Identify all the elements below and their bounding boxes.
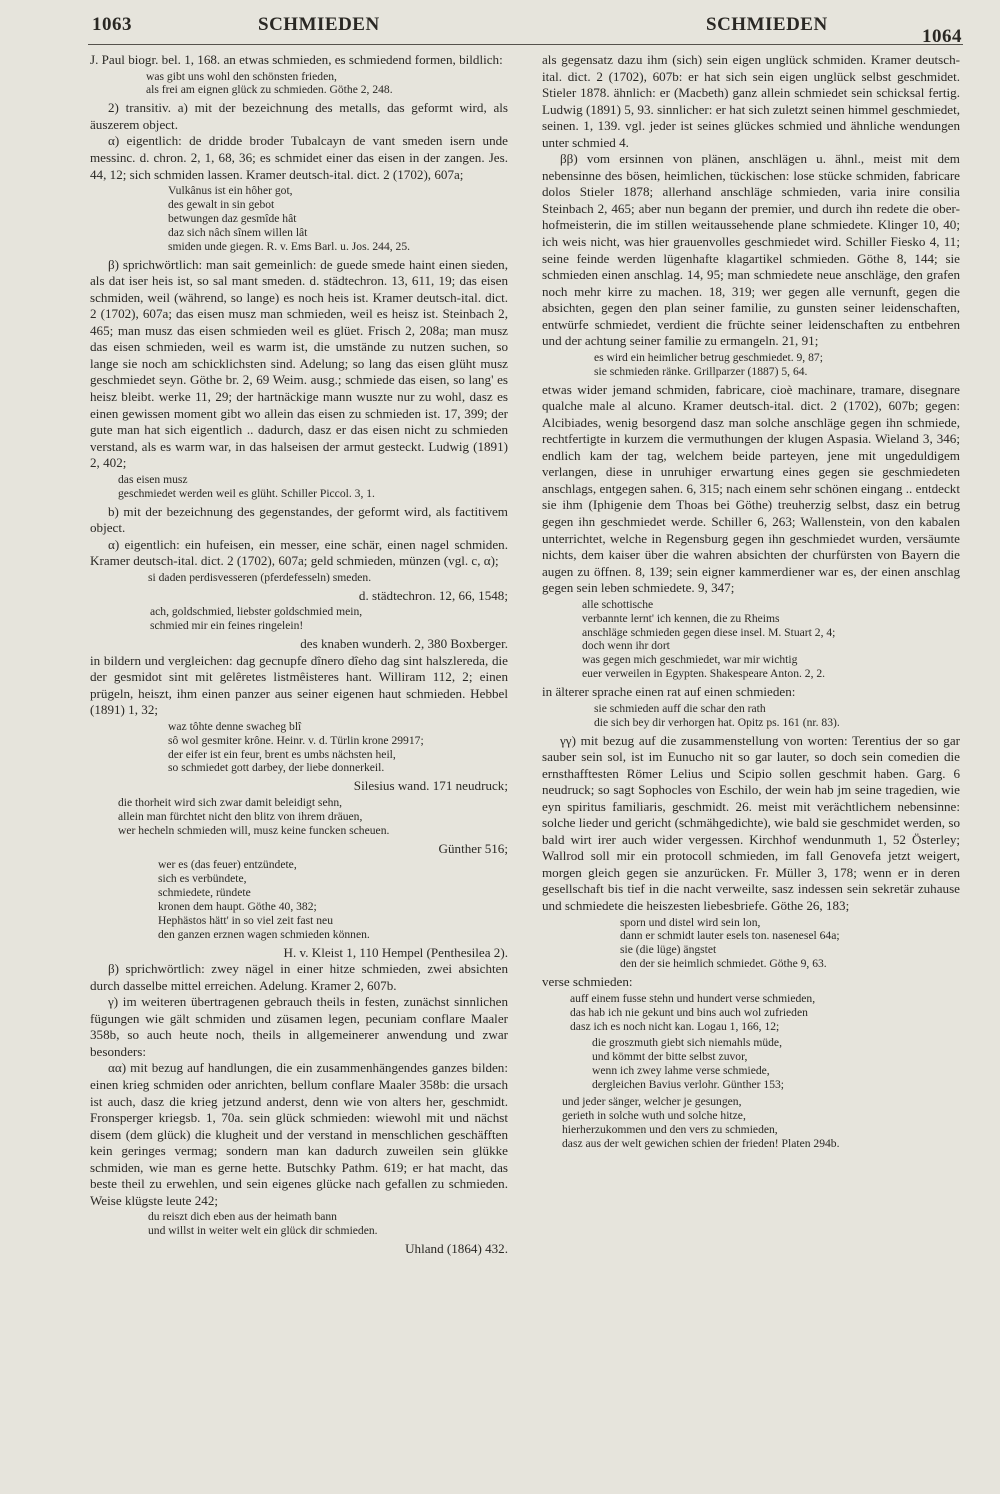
- quotation-block: [542, 992, 960, 1034]
- entry-paragraph: etwas wider jemand schmiden, fabricare, cioè machinare, tramare, disegnare qualche male al alcuno. Kramer deutsch-ital. dict. 2 (1702), 607b; gegen: Alcibiades, wenig besorgend dasz man solche anschläge gegen ihn schmiede, rechtfertigte in kurzem die vermuthungen der klugen Aspasia. Wieland 3, 346; endlich kam der tag, welchem beide parteyen, jene mit ungeduldigem verlangen, diese in unruhiger erwartung eines gegen sie geschmiedeten anschlags, entgegen sahen. 6, 315; nach einem sehr schönen eingang .. entdeckt sie ihm (Iphigenie dem Thoas bei Göthe) treuherzig selbst, dasz ein betrug gegen ihn geschmiedet werde. Schiller 6, 263; Wallenstein, von den kabalen unterrichtet, welche in Regensburg gegen ihn geschmiedet wurden, versäumte nichts, dem kaiser über die wahren absichten der churfürsten von Bayern die augen zu öffnen. 8, 139; sein eigner kammerdiener war es, der einen anschlag gegen sein leben schmiedete. 9, 347;: [542, 381, 960, 596]
- source-citation: Günther 516;: [438, 840, 508, 856]
- quotation-line: und kömmt der bitte selbst zuvor,: [592, 1050, 748, 1064]
- quotation-block: [90, 1210, 508, 1238]
- quotation-line: anschläge schmieden gegen diese insel. M. Stuart 2, 4;: [582, 625, 836, 639]
- entry-paragraph: ββ) vom ersinnen von plänen, anschlägen u. ähnl., meist mit dem nebensinne des bösen, heimlichen, tückischen: lose stücke schmiden, fabricare dolos Stieler 1878; allerhand anschläge schmieden, varia inire consilia Steinbach 2, 465; aber nun begann der premier, und durch ihn redete die ober-hofmeisterin, die im stillen weitaussehende plane schmiedete. Klinger 10, 40; ich weis nicht, was hier grauenvolles geschmiedet wird. Schiller Fiesko 4, 11; seine feinde werden lügenhafte klagartikel schmieden. Göthe 8, 144; sie schmieden einen anschlag. 14, 95; man schmiedete neue anschläge, den grafen noch mehr kirre zu machen. 18, 319; wer gegen alle vernunft, gegen die absichten, gegen den plan seiner familie, zu gunsten seiner leidenschaften, entwürfe schmiedet, verdient die früchte seiner leidenschaften zu entbehren und der achtung seiner familie zu ermangeln. 21, 91;: [542, 151, 960, 349]
- quotation-line: es wird ein heimlicher betrug geschmiedet. 9, 87;: [594, 350, 823, 364]
- quotation-block: [90, 184, 508, 254]
- source-citation: H. v. Kleist 1, 110 Hempel (Penthesilea 2).: [283, 944, 508, 960]
- quotation-line: der eifer ist ein feur, brent es umbs nächsten heil,: [168, 747, 396, 761]
- quotation-line: wer es (das feuer) entzündete,: [158, 858, 297, 872]
- entry-paragraph: γ) im weiteren übertragenen gebrauch theils in festen, zunächst sinnlichen fügungen wie gält schmiden und züsamen legen, pecuniam conflare Maaler 358b, so auch heute noch, theils in allgemeinerer anwendung und zwar besonders:: [90, 994, 508, 1059]
- quotation-line: den ganzen erznen wagen schmieden können.: [158, 927, 370, 941]
- quotation-line: hierherzukommen und den vers zu schmieden,: [562, 1122, 778, 1136]
- quotation-line: was gibt uns wohl den schönsten frieden,: [146, 69, 337, 83]
- entry-paragraph: αα) mit bezug auf handlungen, die ein zusammenhängendes ganzes bilden: einen krieg schmiden oder anrichten, bellum conflare Maaler 358b: die ursach ist auch, dasz die krieg jetzund anderst, denn wie von alters her, geschmidt. Fronsperger kriegsb. 1, 70a. sein glück schmieden: wiewohl mit und nächst disem (dem glück) die klugheit und der verstand in menschlichen geschäfften kein geringes vermag; sondern man kan dadurch zuweilen sein glükke schmiden, wie man es gerne hette. Butschky Pathm. 619; er hat macht, das beste theil zu erwehlen, und sein eigenes glücke nach gefallen zu schmieden. Weise klügste leute 242;: [90, 1060, 508, 1208]
- quotation-block: [542, 351, 960, 379]
- running-head-left: SCHMIEDEN: [258, 14, 380, 35]
- entry-paragraph: in bildern und vergleichen: dag gecnupfe dînero dîeho dag sint halszlereda, die der gesmidot sint mit gelêretes listmêisteres hant. Williram 112, 2; einen prügeln, heiszt, ihm einen panzer aus seiner eigenen haut schmieden. Hebbel (1891) 1, 32;: [90, 652, 508, 718]
- quotation-line: schmiedete, ründete: [158, 885, 251, 899]
- quotation-line: du reiszt dich eben aus der heimath bann: [148, 1210, 337, 1224]
- quotation-line: dergleichen Bavius verlohr. Günther 153;: [592, 1078, 785, 1092]
- left-column: [90, 52, 508, 1258]
- quotation-line: wenn ich zwey lahme verse schmiede,: [592, 1064, 770, 1078]
- source-citation: d. städtechron. 12, 66, 1548;: [358, 587, 508, 603]
- quotation-block: [542, 702, 960, 730]
- quotation-line: wer hecheln schmieden will, musz keine funcken scheuen.: [118, 823, 390, 837]
- source-citation: des knaben wunderh. 2, 380 Boxberger.: [300, 636, 508, 651]
- quotation-block: [90, 571, 508, 585]
- quotation-block: [542, 1095, 960, 1151]
- entry-paragraph: β) sprichwörtlich: zwey nägel in einer hitze schmieden, zwei absichten durch dasselbe mittel erreichen. Adelung. Kramer 2, 607b.: [90, 961, 508, 993]
- quotation-line: schmied mir ein feines ringelein!: [150, 619, 304, 633]
- quotation-line: sie schmieden ränke. Grillparzer (1887) 5, 64.: [594, 364, 808, 378]
- right-column: [542, 52, 960, 1154]
- entry-paragraph: b) mit der bezeichnung des gegenstandes, der geformt wird, als factitivem object.: [90, 503, 508, 536]
- quotation-line: waz tôhte denne swacheg blî: [168, 719, 302, 733]
- entry-paragraph: J. Paul biogr. bel. 1, 168. an etwas schmieden, es schmiedend formen, bildlich:: [90, 52, 503, 67]
- quotation-block: [90, 605, 508, 633]
- quotation-line: dasz aus der welt gewichen schien der frieden! Platen 294b.: [562, 1136, 840, 1150]
- quotation-block: [542, 598, 960, 681]
- quotation-line: sie (die lüge) ängstet: [620, 943, 717, 957]
- quotation-block: [90, 473, 508, 501]
- quotation-line: daz sich nâch sînem willen lât: [168, 225, 308, 239]
- quotation-line: so schmiedet gott darbey, der liebe donnerkeil.: [168, 761, 385, 775]
- entry-paragraph: 2) transitiv. a) mit der bezeichnung des metalls, das geformt wird, als äuszerem object.: [90, 100, 508, 132]
- entry-paragraph: α) eigentlich: de dridde broder Tubalcayn de vant smeden isern unde messinc. d. chron. 2, 1, 68, 36; es schmidet einer das eisen in der zangen. Jes. 44, 12; sich schmiden lassen. Kramer deutsch-ital. dict. 2 (1702), 607a;: [90, 133, 508, 182]
- quotation-line: das hab ich nie gekunt und bins auch wol zufrieden: [570, 1005, 808, 1019]
- quotation-line: die thorheit wird sich zwar damit beleidigt sehn,: [118, 795, 343, 809]
- entry-paragraph: als gegensatz dazu ihm (sich) sein eigen unglück schmiden. Kramer deutsch-ital. dict. 2 (1702), 607b: er hat sich sein eigen unglück selbst geschmidet. Stieler 1878. ähnlich: er (Macbeth) ganz allein schmiedet sein schicksal fertig. Ludwig (1891) 5, 93. sinnlicher: er hat sich zuletzt seinen himmel geschmiedet, seinen. 1, 139. vgl. jeder ist seines glückes schmied und ähnliche wendungen unter schmied 4.: [542, 52, 960, 150]
- running-head-right: SCHMIEDEN: [706, 14, 828, 35]
- source-citation: Silesius wand. 171 neudruck;: [353, 778, 508, 794]
- quotation-line: sie schmieden auff die schar den rath: [594, 701, 766, 715]
- quotation-line: allein man fürchtet nicht den blitz von ihrem dräuen,: [118, 809, 363, 823]
- quotation-block: [90, 70, 508, 98]
- quotation-line: und jeder sänger, welcher je gesungen,: [562, 1095, 742, 1109]
- quotation-line: betwungen daz gesmîde hât: [168, 211, 297, 225]
- quotation-line: euer verweilen in Egypten. Shakespeare Anton. 2, 2.: [582, 667, 826, 681]
- quotation-block: [542, 1036, 960, 1092]
- quotation-line: sporn und distel wird sein lon,: [620, 915, 761, 929]
- quotation-line: geschmiedet werden weil es glüht. Schiller Piccol. 3, 1.: [118, 486, 375, 500]
- entry-paragraph: γγ) mit bezug auf die zusammenstellung von worten: Terentius der so gar sauber sein sol, ist im Eunucho nit so gar lauter, so doch sein comedien die ernsthafftesten Römer Lelius und Scipio sollen geschmit haben. Garg. 6 neudruck; so sagt Sophocles von Eschilo, der wein hab jm seine tragedien, wie eyn spiritus familiaris, geschmidt. 26. meist mit verächtlichem nebensinne: solche lieder und gericht (schmähgedichte), wie bald sie geschmidet werden, so bald wirt irer auch wider vergessen. Kirchhof wendunmuth 1, 52 Österley; Wallrod soll mir ein protocoll schmieden, im fall Genovefa jetzt weigert, morgen gleich gegen sie anzurücken. Fr. Müller 3, 178; wenn er in deren gesellschaft bis tief in die nacht verweilte, sasz indessen sein sekretär zuhause und schmiedete die heiszesten liebesbriefe. Göthe 26, 183;: [542, 732, 960, 914]
- quotation-line: ach, goldschmied, liebster goldschmied mein,: [150, 605, 363, 619]
- quotation-line: sô wol gesmiter krône. Heinr. v. d. Türlin krone 29917;: [168, 733, 424, 747]
- quotation-line: verbannte lernt' ich kennen, die zu Rheims: [582, 611, 780, 625]
- entry-paragraph: α) eigentlich: ein hufeisen, ein messer, eine schär, einen nagel schmiden. Kramer deutsch-ital. dict. 2 (1702), 607a; geld schmieden, münzen (vgl. c, α);: [90, 536, 508, 569]
- quotation-block: [90, 858, 508, 941]
- entry-paragraph: β) sprichwörtlich: man sait gemeinlich: de guede smede haint einen sieden, als dat iser heis ist, so sal mant smeden. d. städtechron. 13, 611, 19; das eisen schmiden, weil (während, so lange) es noch heis ist. Kramer deutsch-ital. dict. 2 (1702), 607a; das eisen musz man schmieden, weil es heisz ist. Steinbach 2, 465; man musz das eisen schmieden weil es glüet. Frisch 2, 208a; man musz das eisen schmieden, weil es warm ist, die umstände zu nutzen suchen, so lange sie noch am schicklichsten sind. Adelung; so lang das eisen glüht musz geschmiedet seyn. Göthe br. 2, 69 Weim. ausg.; schmiede das eisen, so lang' es heisz bleibt. werke 11, 29; der hartnäckige mann wuszte nur zu wohl, dasz es einen gewissen moment gibt wo allein das eisen zu schmieden ist. 17, 399; der gute man hat sich eigentlich .. dadurch, dasz er das eisen nicht zu schmieden verstand, als es warm war, in das halseisen der armut gesteckt. Ludwig (1891) 2, 402;: [90, 256, 508, 471]
- source-citation: Uhland (1864) 432.: [405, 1241, 508, 1257]
- quotation-line: als frei am eignen glück zu schmieden. Göthe 2, 248.: [146, 83, 393, 97]
- quotation-line: gerieth in solche wuth und solche hitze,: [562, 1109, 746, 1122]
- quotation-line: doch wenn ihr dort: [582, 639, 670, 653]
- page-number-right: 1064: [922, 26, 962, 47]
- quotation-line: und willst in weiter welt ein glück dir schmieden.: [148, 1224, 378, 1238]
- quotation-block: [90, 720, 508, 776]
- quotation-line: smiden unde giegen. R. v. Ems Barl. u. Jos. 244, 25.: [168, 239, 411, 253]
- entry-paragraph: in älterer sprache einen rat auf einen schmieden:: [542, 684, 796, 700]
- quotation-line: dann er schmidt lauter esels ton. nasenesel 64a;: [620, 929, 840, 943]
- page-number-left: 1063: [92, 14, 132, 35]
- quotation-line: den der sie heimlich schmiedet. Göthe 9, 63.: [620, 957, 827, 971]
- quotation-line: was gegen mich geschmiedet, war mir wichtig: [582, 653, 798, 667]
- quotation-line: si daden perdisvesseren (pferdefesseln) smeden.: [148, 570, 372, 584]
- quotation-block: [90, 796, 508, 838]
- quotation-line: Vulkânus ist ein hôher got,: [168, 184, 293, 198]
- quotation-line: die sich bey dir verhorgen hat. Opitz ps. 161 (nr. 83).: [594, 715, 840, 729]
- quotation-block: [542, 916, 960, 972]
- quotation-line: die groszmuth giebt sich niemahls müde,: [592, 1036, 782, 1050]
- quotation-line: sich es verbündete,: [158, 872, 247, 886]
- quotation-line: des gewalt in sin gebot: [168, 198, 275, 211]
- quotation-line: auff einem fusse stehn und hundert verse schmieden,: [570, 991, 816, 1005]
- quotation-line: das eisen musz: [118, 472, 188, 486]
- quotation-line: kronen dem haupt. Göthe 40, 382;: [158, 899, 317, 913]
- quotation-line: dasz ich es noch nicht kan. Logau 1, 166, 12;: [570, 1019, 780, 1033]
- header-rule: [88, 44, 963, 45]
- quotation-line: alle schottische: [582, 597, 654, 611]
- entry-paragraph: verse schmieden:: [542, 974, 633, 990]
- quotation-line: Hephästos hätt' in so viel zeit fast neu: [158, 913, 333, 927]
